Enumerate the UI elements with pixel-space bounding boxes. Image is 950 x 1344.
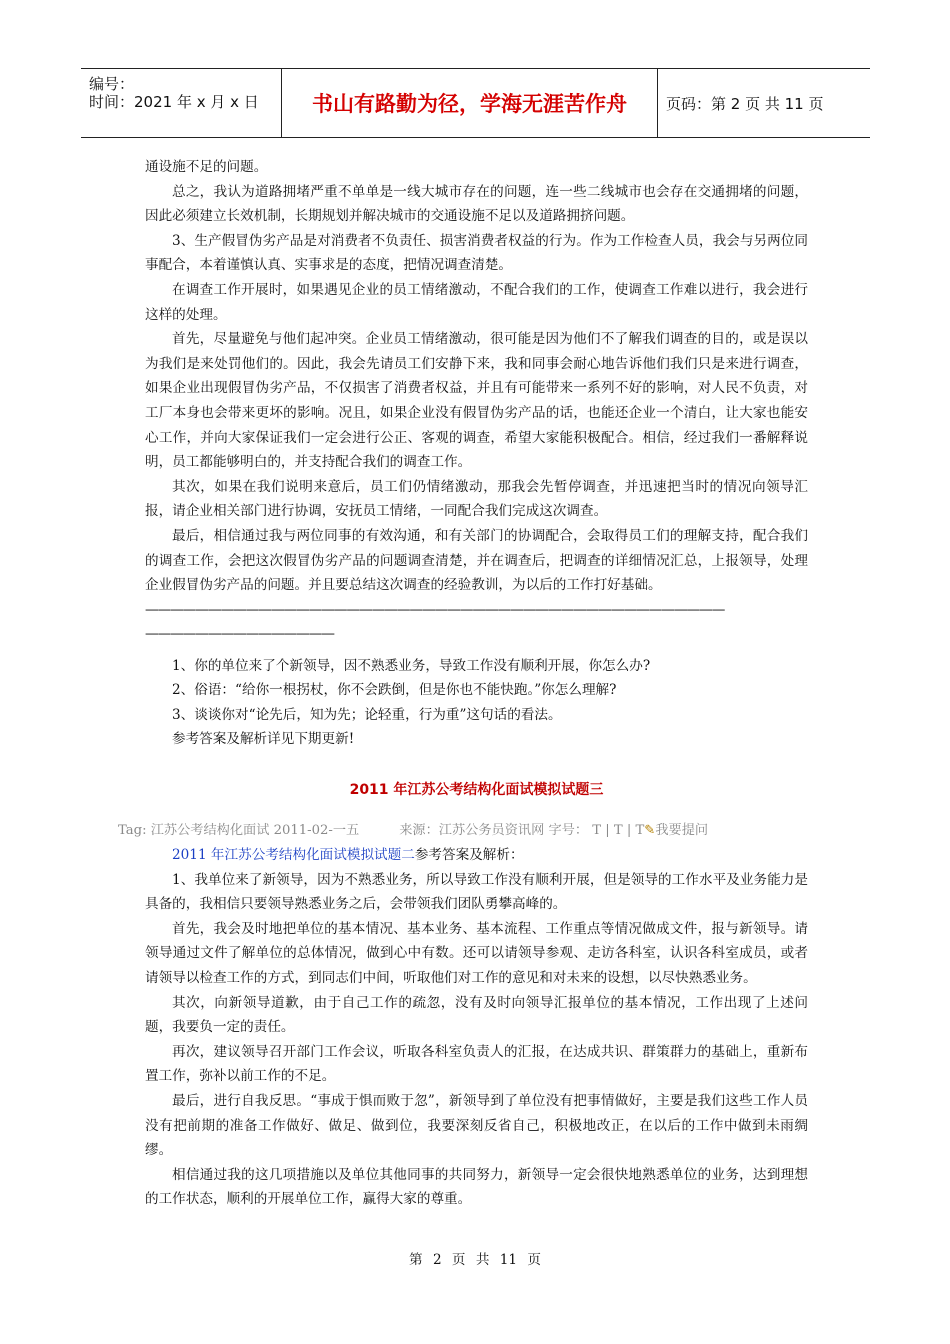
paragraph: 其次，如果在我们说明来意后，员工们仍情绪激动，那我会先暂停调查，并迅速把当时的情况向领导汇报，请企业相关部门进行协调，安抚员工情绪，一同配合我们完成这次调查。	[145, 478, 808, 520]
answer-intro	[145, 843, 808, 868]
header-page-info: 页码：第 2 页 共 11 页	[666, 94, 824, 113]
paragraph: 其次，向新领导道歉，由于自己工作的疏忽，没有及时向领导汇报单位的基本情况，工作出现了上述问题，我要负一定的责任。	[145, 994, 808, 1036]
paragraph: 通设施不足的问题。	[145, 159, 268, 175]
separator-line: ———————————————	[145, 625, 334, 642]
article-source[interactable]: 来源：江苏公务员资讯网 字号： T | T | T	[399, 823, 645, 839]
question-item: 1、你的单位来了个新领导，因不熟悉业务，导致工作没有顺利开展，你怎么办?	[172, 657, 651, 674]
document-date: 时间：2021 年 x 月 x 日	[89, 93, 259, 111]
separator-line: ——————————————————————————————————————————————	[145, 601, 725, 618]
paragraph: 再次，建议领导召开部门工作会议，听取各科室负责人的汇报，在达成共识、群策群力的基础上，重新布置工作，弥补以前工作的不足。	[145, 1043, 808, 1085]
paragraph: 首先，我会及时地把单位的基本情况、基本业务、基本流程、工作重点等情况做成文件，报与新领导。请领导通过文件了解单位的总体情况，做到心中有数。还可以请领导参观、走访各科室，认识各科室成员，或者请领导以检查工作的方式，到同志们中间，听取他们对工作的意见和对未来的设想，以尽快熟悉业务。	[145, 920, 808, 987]
page-footer: 第 2 页 共 11 页	[409, 1252, 541, 1268]
ask-question-link[interactable]: 我要提问	[655, 823, 709, 839]
section-title: 2011 年江苏公考结构化面试模拟试题三	[349, 782, 604, 799]
paragraph: 首先，尽量避免与他们起冲突。企业员工情绪激动，很可能是因为他们不了解我们调查的目的，或是误以为我们是来处罚他们的。因此，我会先请员工们安静下来，我和同事会耐心地告诉他们我们只是来进行调查，如果企业出现假冒伪劣产品，不仅损害了消费者权益，并且有可能带来一系列不好的影响，对人民不负责，对工厂本身也会带来更坏的影响。况且，如果企业没有假冒伪劣产品的话，也能还企业一个清白，让大家也能安心工作，并向大家保证我们一定会进行公正、客观的调查，希望大家能积极配合。相信，经过我们一番解释说明，员工都能够明白的，并支持配合我们的调查工作。	[145, 331, 808, 471]
pen-icon: ✎	[644, 823, 656, 839]
header-motto: 书山有路勤为径，学海无涯苦作舟	[282, 69, 658, 137]
answer-intro-text: 参考答案及解析：	[414, 847, 524, 864]
paragraph: 最后，相信通过我与两位同事的有效沟通，和有关部门的协调配合，会取得员工们的理解支持，配合我们的调查工作，会把这次假冒伪劣产品的问题调查清楚，并在调查后，把调查的详细情况汇总，上报领导，处理企业假冒伪劣产品的问题。并且要总结这次调查的经验教训，为以后的工作打好基础。	[145, 527, 808, 594]
article-meta	[118, 819, 808, 843]
question-item: 3、谈谈你对“论先后，知为先；论轻重，行为重”这句话的看法。	[172, 706, 562, 723]
paragraph: 最后，进行自我反思。“事成于惧而败于忽”，新领导到了单位没有把事情做好，主要是我们这些工作人员没有把前期的准备工作做好、做足、做到位，我要深刻反省自己，积极地改正，在以后的工作中做到未雨绸缪。	[145, 1093, 808, 1159]
paragraph: 总之，我认为道路拥堵严重不单单是一线大城市存在的问题，连一些二线城市也会存在交通拥堵的问题，因此必须建立长效机制，长期规划并解决城市的交通设施不足以及道路拥挤问题。	[145, 183, 808, 225]
question-item: 参考答案及解析详见下期更新!	[172, 731, 355, 748]
article-tag[interactable]: Tag: 江苏公考结构化面试 2011-02-一五	[118, 823, 360, 839]
document-number: 编号：	[89, 75, 135, 93]
header-meta-cell	[81, 69, 282, 137]
answer-intro-link[interactable]: 2011 年江苏公考结构化面试模拟试题二	[172, 847, 415, 864]
document-header	[81, 68, 870, 138]
paragraph: 相信通过我的这几项措施以及单位其他同事的共同努力，新领导一定会很快地熟悉单位的业务，达到理想的工作状态，顺利的开展单位工作，赢得大家的尊重。	[145, 1166, 808, 1208]
paragraph: 3、生产假冒伪劣产品是对消费者不负责任、损害消费者权益的行为。作为工作检查人员，我会与另两位同事配合，本着谨慎认真、实事求是的态度，把情况调查清楚。	[145, 232, 808, 274]
document-body	[118, 155, 808, 1212]
paragraph: 在调查工作开展时，如果遇见企业的员工情绪激动，不配合我们的工作，使调查工作难以进行，我会进行这样的处理。	[145, 281, 808, 323]
question-item: 2、俗语：“给你一根拐杖，你不会跌倒，但是你也不能快跑。”你怎么理解?	[172, 682, 617, 699]
paragraph: 1、我单位来了新领导，因为不熟悉业务，所以导致工作没有顺利开展，但是领导的工作水平及业务能力是具备的，我相信只要领导熟悉业务之后，会带领我们团队勇攀高峰的。	[145, 871, 808, 913]
